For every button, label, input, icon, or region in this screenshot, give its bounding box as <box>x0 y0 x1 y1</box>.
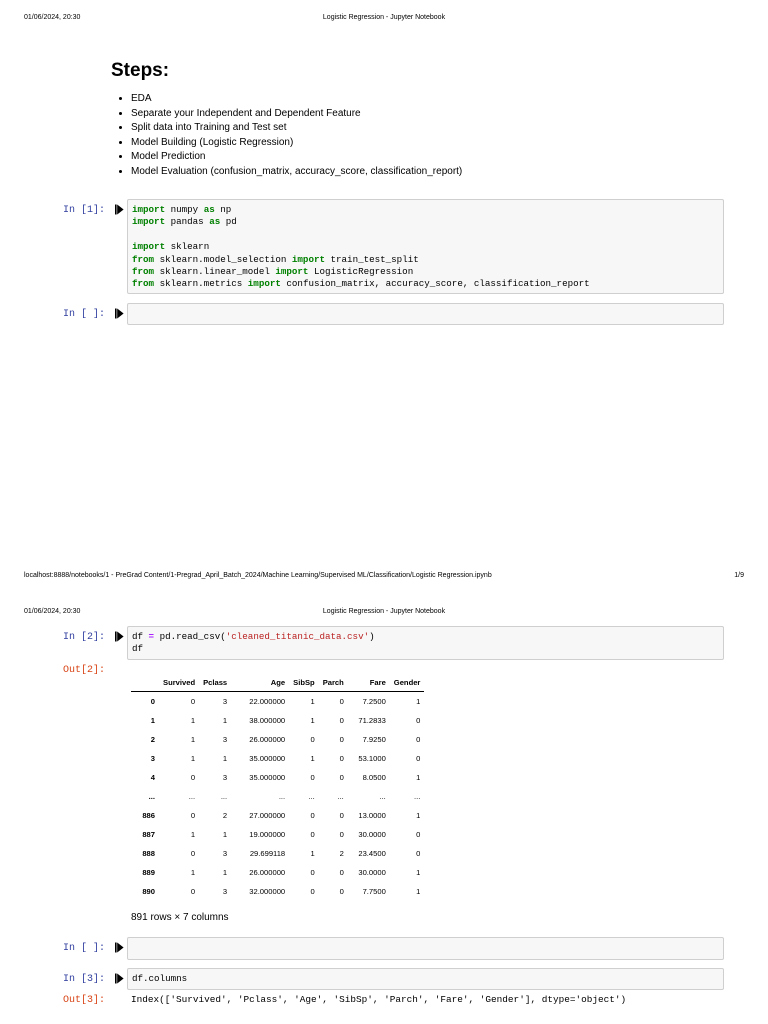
row-index: 3 <box>150 754 155 763</box>
list-item: • EDA <box>131 92 462 107</box>
code-input[interactable]: import numpy as np import pandas as pd import sklearn from sklearn.model_selection import train_test_split from sklearn.linear_model import LogisticRegression from sklearn.metrics import confusion_matrix, accuracy_score, classification_report <box>132 204 590 290</box>
table-cell: 2 <box>339 849 344 858</box>
code-input[interactable]: df = pd.read_csv('cleaned_titanic_data.csv') df <box>132 631 375 655</box>
column-header: Fare <box>348 674 390 692</box>
table-cell: 1 <box>190 735 196 744</box>
table-cell: 1 <box>416 697 421 706</box>
table-cell: 7.9250 <box>362 735 386 744</box>
table-cell: 1 <box>190 716 196 725</box>
table-header-row <box>131 674 424 692</box>
table-cell: ... <box>337 792 344 801</box>
table-cell: 3 <box>222 887 228 896</box>
table-cell: 0 <box>310 811 315 820</box>
empty-code-cell[interactable] <box>127 303 724 325</box>
table-cell: 3 <box>222 773 228 782</box>
table-cell: 1 <box>310 697 315 706</box>
table-cell: 3 <box>222 849 228 858</box>
table-cell: 0 <box>339 773 344 782</box>
table-cell: 1 <box>222 830 228 839</box>
table-cell: 0 <box>310 735 315 744</box>
column-header: Gender <box>390 674 425 692</box>
table-cell: 1 <box>222 868 228 877</box>
header-title: Logistic Regression - Jupyter Notebook <box>322 14 446 21</box>
table-cell: 19.000000 <box>249 830 286 839</box>
row-index: 886 <box>142 811 155 820</box>
table-cell: 35.000000 <box>249 773 286 782</box>
table-cell: ... <box>188 792 196 801</box>
code-cell-read-csv[interactable] <box>127 626 724 660</box>
table-row <box>131 768 424 787</box>
row-index: 887 <box>142 830 155 839</box>
table-cell: ... <box>414 792 421 801</box>
footer-page-number: 1/9 <box>734 572 744 579</box>
table-cell: 7.7500 <box>362 887 386 896</box>
column-header: Survived <box>159 674 199 692</box>
column-header: Pclass <box>199 674 231 692</box>
row-index: 4 <box>150 773 155 782</box>
table-cell: 1 <box>190 830 196 839</box>
table-cell: 22.000000 <box>249 697 286 706</box>
table-cell: 0 <box>339 697 344 706</box>
table-cell: 0 <box>339 811 344 820</box>
table-cell: 1 <box>222 716 228 725</box>
table-cell: 0 <box>310 887 315 896</box>
header-date: 01/06/2024, 20:30 <box>24 608 81 615</box>
table-row <box>131 882 424 901</box>
table-cell: 0 <box>416 754 421 763</box>
list-item: • Separate your Independent and Dependent Feature <box>131 107 462 122</box>
cell-prompt: In [1]: <box>62 205 105 216</box>
table-row <box>131 692 424 712</box>
cell-prompt: In [ ]: <box>62 943 105 954</box>
table-row <box>131 825 424 844</box>
steps-list <box>111 92 462 180</box>
list-item: • Model Building (Logistic Regression) <box>131 136 462 151</box>
table-cell: 8.0500 <box>362 773 386 782</box>
table-cell: 0 <box>190 811 196 820</box>
columns-output: Index(['Survived', 'Pclass', 'Age', 'SibSp', 'Parch', 'Fare', 'Gender'], dtype='object') <box>131 994 627 1005</box>
footer-url: localhost:8888/notebooks/1 - PreGrad Content/1-Pregrad_April_Batch_2024/Machine Learning/Supervised ML/Classification/Logistic Regression.ipynb <box>24 572 492 579</box>
index-header <box>131 674 159 692</box>
table-cell: 26.000000 <box>249 735 286 744</box>
table-cell: 1 <box>310 716 315 725</box>
run-cell-icon[interactable] <box>115 942 124 953</box>
cell-prompt: In [ ]: <box>62 309 105 320</box>
table-cell: 53.1000 <box>358 754 386 763</box>
table-cell: 0 <box>190 887 196 896</box>
table-cell: 0 <box>416 735 421 744</box>
table-cell: 0 <box>190 697 196 706</box>
table-cell: 0 <box>416 849 421 858</box>
table-cell: 1 <box>222 754 228 763</box>
table-cell: 0 <box>310 773 315 782</box>
row-index: ... <box>148 792 155 801</box>
table-cell: 0 <box>416 716 421 725</box>
output-prompt: Out[2]: <box>62 665 105 676</box>
table-cell: 1 <box>416 811 421 820</box>
table-cell: 0 <box>339 754 344 763</box>
run-cell-icon[interactable] <box>115 308 124 319</box>
row-index: 889 <box>142 868 155 877</box>
table-row <box>131 711 424 730</box>
run-cell-icon[interactable] <box>115 631 124 642</box>
table-cell: 0 <box>416 830 421 839</box>
list-item: • Model Evaluation (confusion_matrix, accuracy_score, classification_report) <box>131 165 462 180</box>
table-cell: 13.0000 <box>358 811 386 820</box>
list-item: • Model Prediction <box>131 150 462 165</box>
dataframe-table <box>131 674 424 901</box>
empty-code-cell[interactable] <box>127 937 724 960</box>
column-header: Age <box>231 674 289 692</box>
table-row <box>131 749 424 768</box>
table-cell: 1 <box>190 868 196 877</box>
table-cell: 3 <box>222 697 228 706</box>
table-cell: 35.000000 <box>249 754 286 763</box>
table-row <box>131 730 424 749</box>
table-cell: 1 <box>310 754 315 763</box>
table-cell: 0 <box>190 849 196 858</box>
table-cell: 1 <box>416 773 421 782</box>
table-cell: 7.2500 <box>362 697 386 706</box>
table-cell: 0 <box>339 716 344 725</box>
table-cell: 38.000000 <box>249 716 286 725</box>
table-cell: 27.000000 <box>249 811 286 820</box>
table-cell: ... <box>308 792 315 801</box>
table-cell: 30.0000 <box>358 868 386 877</box>
code-cell-columns[interactable] <box>127 968 724 990</box>
table-cell: 0 <box>310 868 315 877</box>
table-cell: 1 <box>310 849 315 858</box>
column-header: SibSp <box>289 674 319 692</box>
list-item: • Split data into Training and Test set <box>131 121 462 136</box>
row-index: 888 <box>142 849 155 858</box>
table-cell: 2 <box>222 811 228 820</box>
table-cell: 23.4500 <box>358 849 386 858</box>
table-cell: 29.699118 <box>249 849 286 858</box>
table-row-ellipsis <box>131 787 424 806</box>
row-index: 2 <box>150 735 155 744</box>
table-cell: 30.0000 <box>358 830 386 839</box>
steps-heading: Steps: <box>111 60 170 81</box>
code-cell-imports[interactable] <box>127 199 724 294</box>
table-row <box>131 806 424 825</box>
table-cell: ... <box>220 792 228 801</box>
cell-prompt: In [2]: <box>62 632 105 643</box>
table-cell: 1 <box>190 754 196 763</box>
run-cell-icon[interactable] <box>115 973 124 984</box>
table-row <box>131 844 424 863</box>
table-cell: 71.2833 <box>358 716 386 725</box>
row-index: 890 <box>142 887 155 896</box>
table-cell: 0 <box>190 773 196 782</box>
cell-prompt: In [3]: <box>62 974 105 985</box>
table-cell: 3 <box>222 735 228 744</box>
header-title: Logistic Regression - Jupyter Notebook <box>322 608 446 615</box>
table-cell: 32.000000 <box>249 887 286 896</box>
row-index: 0 <box>150 697 155 706</box>
row-index: 1 <box>150 716 155 725</box>
table-cell: ... <box>379 792 386 801</box>
table-cell: 0 <box>339 735 344 744</box>
code-input[interactable]: df.columns <box>132 973 188 984</box>
output-prompt: Out[3]: <box>62 995 105 1006</box>
column-header: Parch <box>319 674 348 692</box>
table-cell: 0 <box>310 830 315 839</box>
table-cell: ... <box>278 792 286 801</box>
table-row <box>131 863 424 882</box>
table-cell: 0 <box>339 830 344 839</box>
table-cell: 1 <box>416 868 421 877</box>
run-cell-icon[interactable] <box>115 204 124 215</box>
dataframe-shape: 891 rows × 7 columns <box>131 912 229 923</box>
table-cell: 0 <box>339 887 344 896</box>
table-cell: 0 <box>339 868 344 877</box>
table-cell: 26.000000 <box>249 868 286 877</box>
table-cell: 1 <box>416 887 421 896</box>
header-date: 01/06/2024, 20:30 <box>24 14 81 21</box>
